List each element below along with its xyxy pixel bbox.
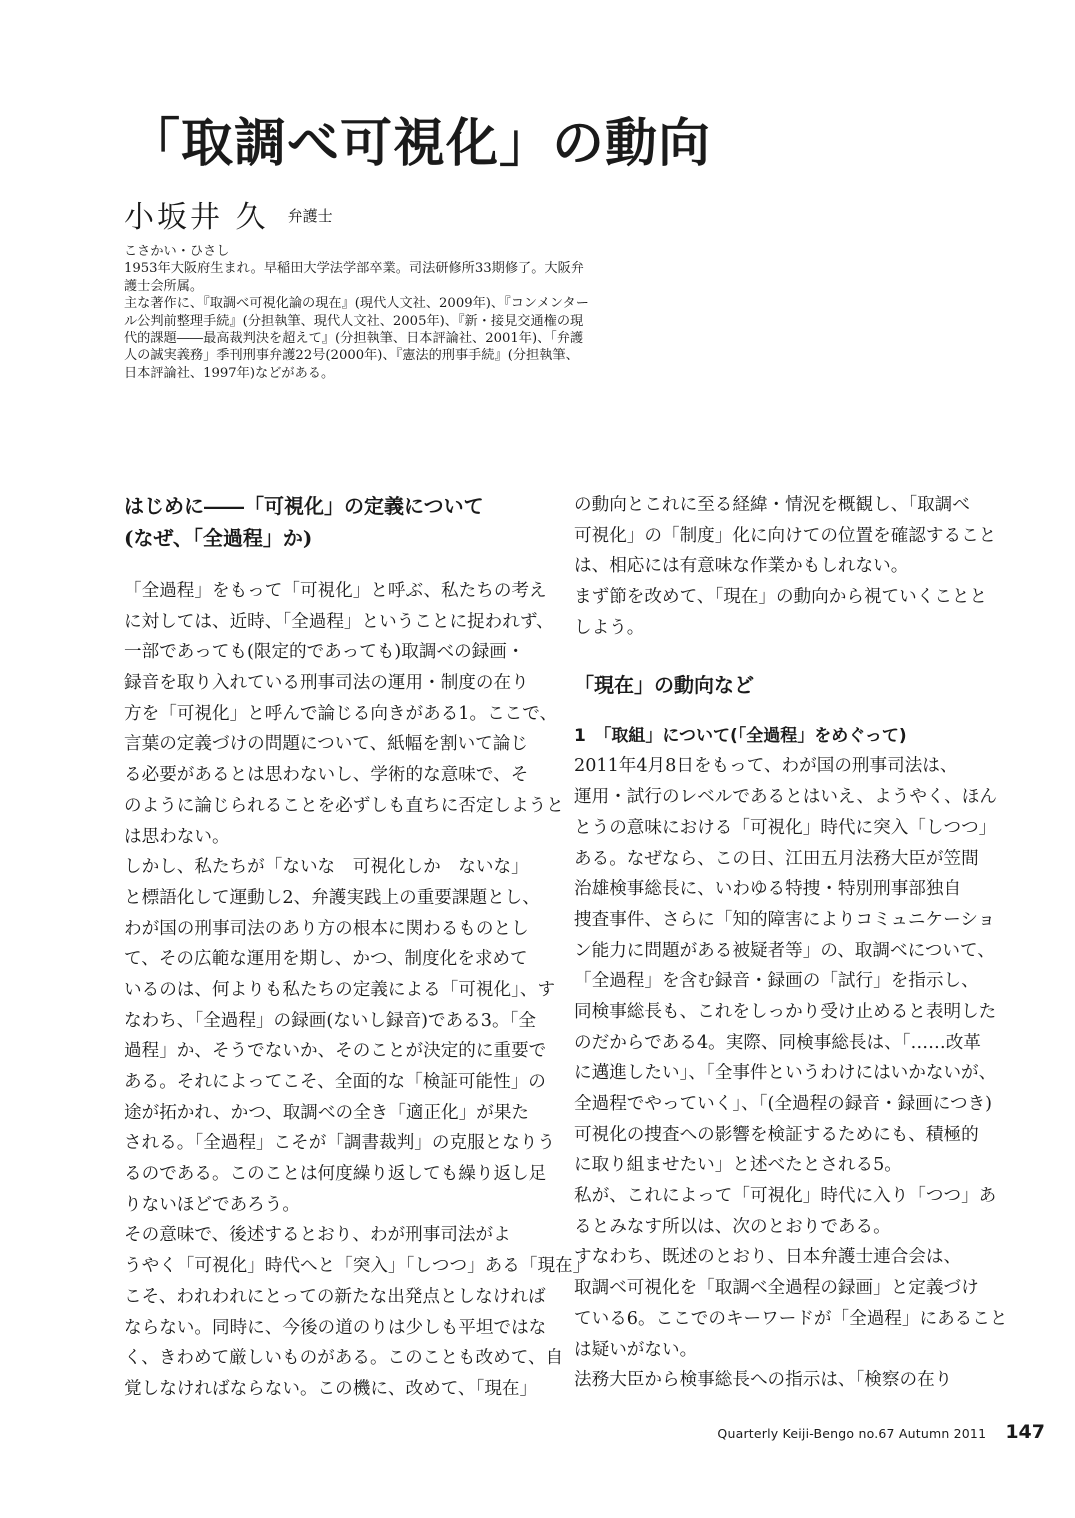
- text-line: 捜査事件、さらに「知的障害によりコミュニケーショ: [574, 909, 996, 930]
- text-line: まず節を改めて、「現在」の動向から視ていくことと: [574, 587, 988, 608]
- text-line: とうの意味における「可視化」時代に突入「しつつ」: [574, 817, 997, 838]
- text-line: 運用・試行のレベルであるとはいえ、ようやく、ほん: [574, 787, 997, 808]
- text-line: 法務大臣から検事総長への指示は、「検察の在り: [574, 1370, 953, 1391]
- text-line: のだからである4。実際、同検事総長は、「……改革: [574, 1032, 981, 1053]
- text-line: 方を「可視化」と呼んで論じる向きがある1。ここで、: [124, 703, 558, 724]
- text-line: る必要があるとは思わないし、学術的な意味で、そ: [124, 765, 529, 786]
- text-line: 過程」か、そうでないか、そのことが決定的に重要で: [124, 1041, 547, 1062]
- text-line: その意味で、後述するとおり、わが刑事司法がよ: [124, 1225, 511, 1246]
- text-line: りないほどであろう。: [124, 1194, 300, 1215]
- author-role: 弁護士: [287, 207, 333, 225]
- heading-line: (なぜ、「全過程」か): [124, 526, 313, 550]
- text-line: 取調べ可視化を「取調べ全過程の録画」と定義づけ: [574, 1278, 979, 1299]
- text-line: わが国の刑事司法のあり方の根本に関わるものとし: [124, 918, 529, 939]
- text-line: は思わない。: [124, 826, 230, 847]
- text-line: 「全過程」を含む録音・録画の「試行」を指示し、: [574, 971, 979, 992]
- text-line: は疑いがない。: [574, 1339, 698, 1360]
- text-line: しかし、私たちが「ないな 可視化しか ないな」: [124, 857, 529, 878]
- bio-line: 護士会所属。: [124, 278, 204, 294]
- text-line: ならない。同時に、今後の道のりは少しも平坦ではな: [124, 1317, 547, 1338]
- text-line: 覚しなければならない。この機に、改めて、「現在」: [124, 1378, 538, 1399]
- text-line: 全過程でやっていく」、「(全過程の録音・録画につき): [574, 1094, 993, 1114]
- text-line: いるのは、何よりも私たちの定義による「可視化」、す: [124, 979, 556, 1000]
- text-line: 一部であっても(限定的であっても)取調べの録画・: [124, 642, 525, 663]
- text-line: るとみなす所以は、次のとおりである。: [574, 1216, 891, 1237]
- bio-line: 主な著作に、『取調べ可視化論の現在』(現代人文社、2009年)、『コンメンター: [124, 296, 589, 312]
- bio-line: 代的課題――最高裁判決を超えて』(分担執筆、日本評論社、2001年)、「弁護: [124, 331, 584, 347]
- text-line: と標語化して運動し2、弁護実践上の重要課題とし、: [124, 887, 540, 908]
- text-line: こそ、われわれにとっての新たな出発点としなければ: [124, 1286, 546, 1307]
- text-line: 言葉の定義づけの問題について、紙幅を割いて論じ: [124, 734, 528, 755]
- page-footer: [717, 1421, 1045, 1443]
- text-line: 途が拓かれ、かつ、取調べの全き「適正化」が果た: [124, 1102, 530, 1123]
- text-line: は、相応には有意味な作業かもしれない。: [574, 556, 909, 577]
- text-line: て、その広範な運用を期し、かつ、制度化を求めて: [124, 949, 528, 970]
- text-line: の動向とこれに至る経緯・情況を概観し、「取調べ: [574, 495, 970, 515]
- text-line: く、きわめて厳しいものがある。このことも改めて、自: [124, 1348, 564, 1369]
- text-line: に邁進したい」、「全事件というわけにはいかないが、: [574, 1063, 997, 1084]
- text-line: 私が、これによって「可視化」時代に入り「つつ」あ: [574, 1186, 997, 1207]
- text-line: 2011年4月8日をもって、わが国の刑事司法は、: [574, 756, 958, 777]
- right-column: [574, 490, 1008, 1396]
- text-line: るのである。このことは何度繰り返しても繰り返し足: [124, 1164, 547, 1185]
- right-intro-text: [574, 490, 997, 643]
- text-line: 治雄検事総長に、いわゆる特捜・特別刑事部独自: [574, 879, 962, 900]
- article-title: 「取調べ可視化」の動向: [128, 114, 712, 174]
- heading-line: はじめに――「可視化」の定義について: [124, 494, 484, 518]
- bio-line: 日本評論社、1997年)などがある。: [124, 365, 335, 381]
- text-line: 可視化の捜査への影響を検証するためにも、積極的: [574, 1124, 979, 1145]
- text-line: ている6。ここでのキーワードが「全過程」にあること: [574, 1308, 1008, 1329]
- intro-heading: [124, 490, 541, 554]
- text-line: 録音を取り入れている刑事司法の運用・制度の在り: [124, 673, 529, 694]
- text-line: 可視化」の「制度」化に向けての位置を確認すること: [574, 525, 997, 546]
- text-line: 同検事総長も、これをしっかり受け止めると表明した: [574, 1001, 997, 1022]
- subsection-heading: 1 「取組」について(「全過程」をめぐって): [574, 726, 907, 747]
- left-column: [124, 490, 591, 1405]
- text-line: される。「全過程」こそが「調書裁判」の克服となりう: [124, 1133, 556, 1154]
- text-line: すなわち、既述のとおり、日本弁護士連合会は、: [574, 1247, 962, 1268]
- bio-line: 人の誠実義務」季刊刑事弁護22号(2000年)、『憲法的刑事手続』(分担執筆、: [124, 348, 579, 364]
- page-number: 147: [1005, 1421, 1045, 1443]
- text-line: 「全過程」をもって「可視化」と呼ぶ、私たちの考え: [124, 581, 547, 601]
- bio-line: こさかい・ひさし: [124, 244, 230, 259]
- journal-name: Quarterly Keiji-Bengo no.67 Autumn 2011: [717, 1426, 987, 1441]
- text-line: ある。なぜなら、この日、江田五月法務大臣が笠間: [574, 848, 979, 869]
- text-line: ある。それによってこそ、全面的な「検証可能性」の: [124, 1072, 546, 1092]
- author-name: 小坂井 久: [124, 200, 269, 235]
- text-line: のように論じられることを必ずしも直ちに否定しようと: [124, 795, 564, 816]
- left-body-text: [124, 576, 591, 1405]
- text-line: なわち、「全過程」の録画(ないし録音)である3。「全: [124, 1010, 536, 1031]
- bio-line: 1953年大阪府生まれ。早稲田大学法学部卒業。司法研修所33期修了。大阪弁: [124, 261, 584, 277]
- text-line: ン能力に問題がある被疑者等」の、取調べについて、: [574, 940, 995, 961]
- section-heading: 「現在」の動向など: [574, 673, 754, 698]
- author-bio: [124, 243, 629, 382]
- text-line: うやく「可視化」時代へと「突入」「しつつ」ある「現在」: [124, 1256, 591, 1277]
- bio-line: ル公判前整理手続』(分担執筆、現代人文社、2005年)、『新・接見交通権の現: [124, 313, 584, 329]
- author-line: [124, 198, 333, 238]
- text-line: しよう。: [574, 617, 645, 638]
- text-line: に取り組ませたい」と述べたとされる5。: [574, 1155, 902, 1176]
- right-body-text: [574, 751, 1008, 1395]
- text-line: に対しては、近時、「全過程」ということに捉われず、: [124, 611, 554, 632]
